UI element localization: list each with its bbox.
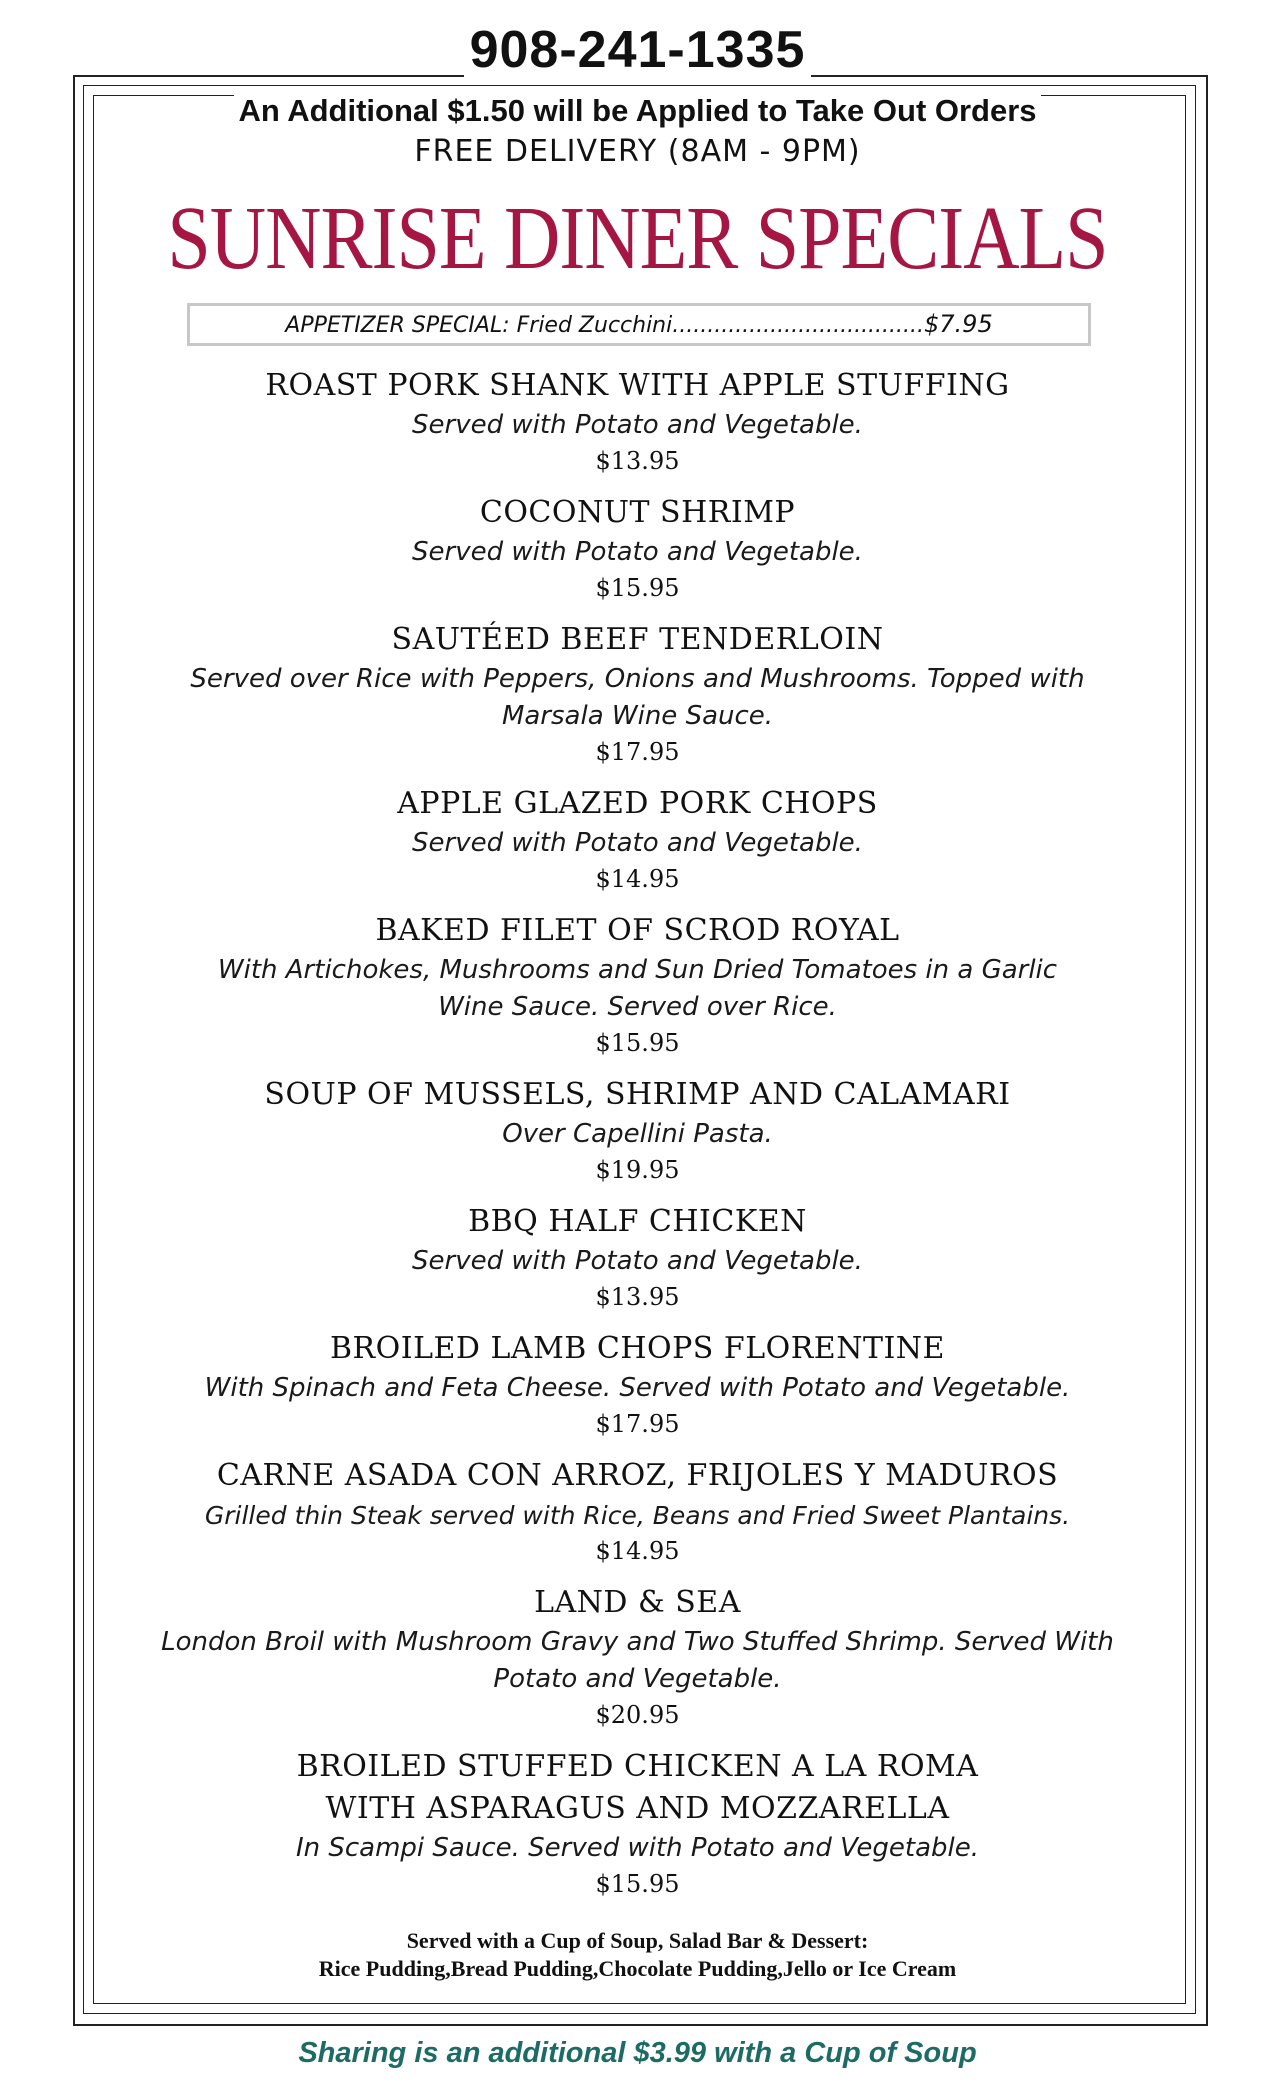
menu-item	[140, 1582, 1135, 1732]
takeout-notice-text: An Additional $1.50 will be Applied to Take Out Orders	[234, 93, 1040, 128]
delivery-hours: FREE DELIVERY (8AM - 9PM)	[414, 134, 861, 169]
included-sides-note	[0, 1927, 1275, 1983]
menu-item	[140, 1201, 1135, 1314]
menu-item-price: $13.95	[595, 1283, 680, 1311]
menu-item-name: APPLE GLAZED PORK CHOPS	[397, 786, 878, 821]
menu-item-price: $17.95	[595, 738, 680, 766]
menu-item-description: Served with Potato and Vegetable.	[412, 410, 863, 440]
menu-item-description: Grilled thin Steak served with Rice, Beans and Fried Sweet Plantains.	[204, 1501, 1071, 1530]
menu-item-description: Served with Potato and Vegetable.	[412, 828, 863, 858]
menu-item-price: $15.95	[595, 1029, 680, 1057]
menu-item-description: Over Capellini Pasta.	[502, 1119, 773, 1149]
appetizer-label: APPETIZER SPECIAL: Fried Zucchini	[285, 313, 673, 338]
menu-item-name: BAKED FILET OF SCROD ROYAL	[375, 913, 900, 948]
menu-item	[140, 365, 1135, 478]
menu-item-description: In Scampi Sauce. Served with Potato and Vegetable.	[295, 1833, 980, 1863]
appetizer-special-box	[187, 303, 1091, 346]
phone-number-text: 908-241-1335	[464, 21, 812, 79]
specials-list	[140, 365, 1135, 1915]
menu-item	[140, 1746, 1135, 1901]
sharing-charge-note: Sharing is an additional $3.99 with a Cup of Soup	[298, 2037, 977, 2069]
menu-item	[140, 1455, 1135, 1568]
menu-item	[140, 1074, 1135, 1187]
menu-item-description: Served with Potato and Vegetable.	[412, 537, 863, 567]
menu-item-name: SAUTÉED BEEF TENDERLOIN	[391, 622, 884, 657]
menu-item-name: BROILED STUFFED CHICKEN A LA ROMA WITH ASPARAGUS AND MOZZARELLA	[296, 1749, 979, 1826]
menu-item	[140, 492, 1135, 605]
appetizer-dots: ....................................	[672, 313, 925, 338]
appetizer-price: $7.95	[924, 310, 993, 338]
menu-item-description: London Broil with Mushroom Gravy and Two Stuffed Shrimp. Served With Potato and Vegetable.	[161, 1627, 1114, 1694]
menu-item-price: $20.95	[595, 1701, 680, 1729]
menu-item	[140, 619, 1135, 769]
menu-item-name: CARNE ASADA CON ARROZ, FRIJOLES Y MADUROS	[216, 1458, 1059, 1493]
menu-item-price: $14.95	[595, 1537, 680, 1565]
page-title: SUNRISE DINER SPECIALS	[167, 187, 1108, 288]
menu-item-name: SOUP OF MUSSELS, SHRIMP AND CALAMARI	[264, 1077, 1011, 1112]
menu-item-price: $13.95	[595, 447, 680, 475]
menu-item-description: Served over Rice with Peppers, Onions and Mushrooms. Topped with Marsala Wine Sauce.	[190, 664, 1085, 731]
menu-item-description: Served with Potato and Vegetable.	[412, 1246, 863, 1276]
included-sides-line2: Rice Pudding,Bread Pudding,Chocolate Pudding,Jello or Ice Cream	[318, 1956, 957, 1981]
menu-item-price: $17.95	[595, 1410, 680, 1438]
menu-item-price: $14.95	[595, 865, 680, 893]
phone-number	[0, 22, 1275, 78]
menu-item-name: ROAST PORK SHANK WITH APPLE STUFFING	[265, 368, 1010, 403]
menu-item	[140, 1328, 1135, 1441]
included-sides-line1: Served with a Cup of Soup, Salad Bar & Dessert:	[406, 1928, 869, 1953]
menu-item-name: BBQ HALF CHICKEN	[468, 1204, 807, 1239]
menu-item-price: $15.95	[595, 574, 680, 602]
menu-item-name: COCONUT SHRIMP	[479, 495, 796, 530]
menu-item-name: BROILED LAMB CHOPS FLORENTINE	[330, 1331, 945, 1366]
menu-item-description: With Artichokes, Mushrooms and Sun Dried Tomatoes in a Garlic Wine Sauce. Served over Rice.	[217, 955, 1058, 1022]
menu-item-price: $19.95	[595, 1156, 680, 1184]
menu-item-price: $15.95	[595, 1870, 680, 1898]
menu-item	[140, 783, 1135, 896]
menu-item-description: With Spinach and Feta Cheese. Served with Potato and Vegetable.	[204, 1373, 1071, 1403]
takeout-notice	[0, 93, 1275, 129]
menu-item-name: LAND & SEA	[534, 1585, 741, 1620]
menu-item	[140, 910, 1135, 1060]
